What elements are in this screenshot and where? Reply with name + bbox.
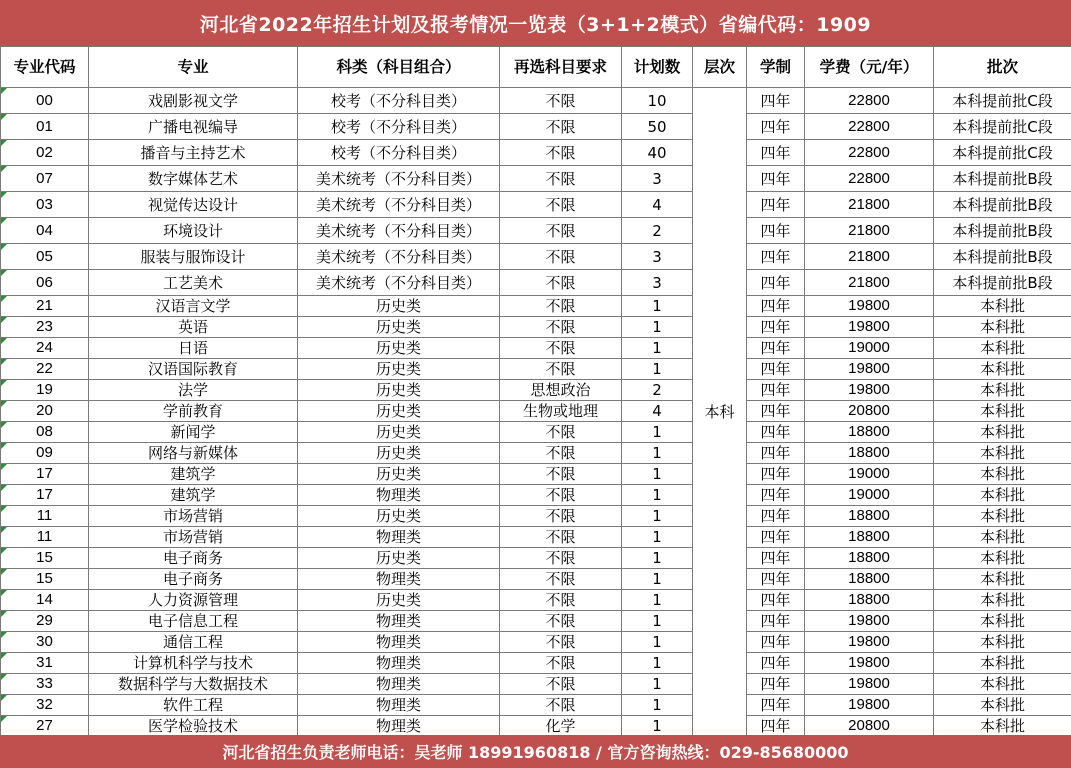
table-row bbox=[1, 695, 1071, 716]
category-cell: 物理类 bbox=[298, 527, 500, 548]
requirement-cell: 不限 bbox=[500, 506, 622, 527]
code-cell: 09 bbox=[1, 443, 89, 464]
years-cell: 四年 bbox=[747, 716, 805, 737]
plan-cell: 1 bbox=[622, 674, 693, 695]
years-cell: 四年 bbox=[747, 380, 805, 401]
requirement-cell: 不限 bbox=[500, 674, 622, 695]
fee-cell: 18800 bbox=[805, 422, 934, 443]
years-cell: 四年 bbox=[747, 140, 805, 166]
major-cell: 戏剧影视文学 bbox=[89, 88, 298, 114]
category-cell: 校考（不分科目类） bbox=[298, 140, 500, 166]
fee-cell: 20800 bbox=[805, 401, 934, 422]
plan-cell: 1 bbox=[622, 422, 693, 443]
requirement-cell: 不限 bbox=[500, 695, 622, 716]
plan-cell: 2 bbox=[622, 218, 693, 244]
category-cell: 校考（不分科目类） bbox=[298, 114, 500, 140]
years-cell: 四年 bbox=[747, 218, 805, 244]
table-row bbox=[1, 296, 1071, 317]
plan-cell: 1 bbox=[622, 443, 693, 464]
table-row bbox=[1, 716, 1071, 737]
table-row bbox=[1, 485, 1071, 506]
code-cell: 03 bbox=[1, 192, 89, 218]
major-cell: 日语 bbox=[89, 338, 298, 359]
code-cell: 24 bbox=[1, 338, 89, 359]
years-cell: 四年 bbox=[747, 401, 805, 422]
category-cell: 历史类 bbox=[298, 317, 500, 338]
years-cell: 四年 bbox=[747, 464, 805, 485]
major-cell: 数字媒体艺术 bbox=[89, 166, 298, 192]
table-row bbox=[1, 401, 1071, 422]
requirement-cell: 思想政治 bbox=[500, 380, 622, 401]
plan-cell: 1 bbox=[622, 359, 693, 380]
batch-cell: 本科批 bbox=[934, 380, 1071, 401]
category-cell: 历史类 bbox=[298, 359, 500, 380]
batch-cell: 本科批 bbox=[934, 611, 1071, 632]
plan-cell: 1 bbox=[622, 548, 693, 569]
code-cell: 11 bbox=[1, 506, 89, 527]
plan-cell: 4 bbox=[622, 192, 693, 218]
code-cell: 15 bbox=[1, 548, 89, 569]
code-cell: 30 bbox=[1, 632, 89, 653]
requirement-cell: 不限 bbox=[500, 443, 622, 464]
code-cell: 14 bbox=[1, 590, 89, 611]
requirement-cell: 不限 bbox=[500, 296, 622, 317]
requirement-cell: 不限 bbox=[500, 192, 622, 218]
batch-cell: 本科批 bbox=[934, 506, 1071, 527]
batch-cell: 本科提前批B段 bbox=[934, 192, 1071, 218]
years-cell: 四年 bbox=[747, 422, 805, 443]
years-cell: 四年 bbox=[747, 611, 805, 632]
batch-cell: 本科提前批B段 bbox=[934, 218, 1071, 244]
plan-cell: 1 bbox=[622, 590, 693, 611]
batch-cell: 本科提前批B段 bbox=[934, 166, 1071, 192]
batch-cell: 本科批 bbox=[934, 653, 1071, 674]
category-cell: 物理类 bbox=[298, 695, 500, 716]
years-cell: 四年 bbox=[747, 338, 805, 359]
fee-cell: 19800 bbox=[805, 632, 934, 653]
major-cell: 电子商务 bbox=[89, 569, 298, 590]
category-cell: 校考（不分科目类） bbox=[298, 88, 500, 114]
table-row bbox=[1, 506, 1071, 527]
years-cell: 四年 bbox=[747, 569, 805, 590]
header-requirement: 再选科目要求 bbox=[500, 47, 622, 88]
batch-cell: 本科提前批B段 bbox=[934, 270, 1071, 296]
requirement-cell: 不限 bbox=[500, 270, 622, 296]
requirement-cell: 不限 bbox=[500, 114, 622, 140]
category-cell: 历史类 bbox=[298, 338, 500, 359]
plan-cell: 40 bbox=[622, 140, 693, 166]
category-cell: 物理类 bbox=[298, 569, 500, 590]
years-cell: 四年 bbox=[747, 317, 805, 338]
batch-cell: 本科批 bbox=[934, 296, 1071, 317]
table-row bbox=[1, 270, 1071, 296]
fee-cell: 19800 bbox=[805, 296, 934, 317]
years-cell: 四年 bbox=[747, 270, 805, 296]
code-cell: 22 bbox=[1, 359, 89, 380]
contact-footer: 河北省招生负责老师电话：吴老师 18991960818 / 官方咨询热线：029-85680000 bbox=[0, 735, 1071, 768]
category-cell: 物理类 bbox=[298, 632, 500, 653]
code-cell: 04 bbox=[1, 218, 89, 244]
fee-cell: 22800 bbox=[805, 114, 934, 140]
code-cell: 27 bbox=[1, 716, 89, 737]
header-code: 专业代码 bbox=[1, 47, 89, 88]
batch-cell: 本科批 bbox=[934, 422, 1071, 443]
category-cell: 历史类 bbox=[298, 422, 500, 443]
plan-cell: 1 bbox=[622, 653, 693, 674]
category-cell: 历史类 bbox=[298, 296, 500, 317]
header-row bbox=[1, 47, 1071, 88]
table-row bbox=[1, 674, 1071, 695]
code-cell: 33 bbox=[1, 674, 89, 695]
fee-cell: 19800 bbox=[805, 653, 934, 674]
years-cell: 四年 bbox=[747, 296, 805, 317]
major-cell: 电子商务 bbox=[89, 548, 298, 569]
major-cell: 学前教育 bbox=[89, 401, 298, 422]
plan-cell: 1 bbox=[622, 296, 693, 317]
plan-cell: 1 bbox=[622, 611, 693, 632]
fee-cell: 19000 bbox=[805, 338, 934, 359]
table-row bbox=[1, 380, 1071, 401]
fee-cell: 20800 bbox=[805, 716, 934, 737]
category-cell: 历史类 bbox=[298, 380, 500, 401]
major-cell: 工艺美术 bbox=[89, 270, 298, 296]
category-cell: 物理类 bbox=[298, 674, 500, 695]
batch-cell: 本科批 bbox=[934, 317, 1071, 338]
plan-cell: 1 bbox=[622, 338, 693, 359]
code-cell: 32 bbox=[1, 695, 89, 716]
code-cell: 06 bbox=[1, 270, 89, 296]
requirement-cell: 不限 bbox=[500, 317, 622, 338]
code-cell: 02 bbox=[1, 140, 89, 166]
major-cell: 汉语国际教育 bbox=[89, 359, 298, 380]
table-row bbox=[1, 317, 1071, 338]
major-cell: 数据科学与大数据技术 bbox=[89, 674, 298, 695]
major-cell: 软件工程 bbox=[89, 695, 298, 716]
fee-cell: 19000 bbox=[805, 485, 934, 506]
category-cell: 历史类 bbox=[298, 443, 500, 464]
header-category: 科类（科目组合） bbox=[298, 47, 500, 88]
plan-cell: 1 bbox=[622, 317, 693, 338]
requirement-cell: 不限 bbox=[500, 338, 622, 359]
batch-cell: 本科批 bbox=[934, 485, 1071, 506]
requirement-cell: 不限 bbox=[500, 140, 622, 166]
years-cell: 四年 bbox=[747, 674, 805, 695]
plan-cell: 50 bbox=[622, 114, 693, 140]
batch-cell: 本科批 bbox=[934, 632, 1071, 653]
table-row bbox=[1, 590, 1071, 611]
table-row bbox=[1, 88, 1071, 114]
table-row bbox=[1, 443, 1071, 464]
fee-cell: 19800 bbox=[805, 611, 934, 632]
code-cell: 21 bbox=[1, 296, 89, 317]
major-cell: 广播电视编导 bbox=[89, 114, 298, 140]
years-cell: 四年 bbox=[747, 485, 805, 506]
level-cell: 本科 bbox=[693, 88, 747, 737]
years-cell: 四年 bbox=[747, 192, 805, 218]
major-cell: 汉语言文学 bbox=[89, 296, 298, 317]
category-cell: 美术统考（不分科目类） bbox=[298, 270, 500, 296]
code-cell: 17 bbox=[1, 464, 89, 485]
table-row bbox=[1, 611, 1071, 632]
major-cell: 电子信息工程 bbox=[89, 611, 298, 632]
category-cell: 美术统考（不分科目类） bbox=[298, 244, 500, 270]
fee-cell: 21800 bbox=[805, 192, 934, 218]
requirement-cell: 不限 bbox=[500, 569, 622, 590]
years-cell: 四年 bbox=[747, 244, 805, 270]
years-cell: 四年 bbox=[747, 590, 805, 611]
fee-cell: 22800 bbox=[805, 166, 934, 192]
years-cell: 四年 bbox=[747, 443, 805, 464]
batch-cell: 本科批 bbox=[934, 443, 1071, 464]
plan-cell: 2 bbox=[622, 380, 693, 401]
table-row bbox=[1, 166, 1071, 192]
fee-cell: 18800 bbox=[805, 443, 934, 464]
plan-cell: 1 bbox=[622, 506, 693, 527]
category-cell: 历史类 bbox=[298, 548, 500, 569]
code-cell: 11 bbox=[1, 527, 89, 548]
plan-cell: 1 bbox=[622, 527, 693, 548]
years-cell: 四年 bbox=[747, 527, 805, 548]
batch-cell: 本科批 bbox=[934, 338, 1071, 359]
page-title: 河北省2022年招生计划及报考情况一览表（3+1+2模式）省编代码：1909 bbox=[0, 0, 1071, 46]
code-cell: 07 bbox=[1, 166, 89, 192]
years-cell: 四年 bbox=[747, 114, 805, 140]
category-cell: 历史类 bbox=[298, 401, 500, 422]
batch-cell: 本科提前批B段 bbox=[934, 244, 1071, 270]
years-cell: 四年 bbox=[747, 166, 805, 192]
major-cell: 英语 bbox=[89, 317, 298, 338]
table-row bbox=[1, 192, 1071, 218]
category-cell: 美术统考（不分科目类） bbox=[298, 166, 500, 192]
requirement-cell: 不限 bbox=[500, 166, 622, 192]
plan-cell: 1 bbox=[622, 464, 693, 485]
code-cell: 23 bbox=[1, 317, 89, 338]
major-cell: 人力资源管理 bbox=[89, 590, 298, 611]
code-cell: 05 bbox=[1, 244, 89, 270]
major-cell: 建筑学 bbox=[89, 464, 298, 485]
table-row bbox=[1, 632, 1071, 653]
plan-cell: 4 bbox=[622, 401, 693, 422]
table-row bbox=[1, 548, 1071, 569]
code-cell: 17 bbox=[1, 485, 89, 506]
code-cell: 20 bbox=[1, 401, 89, 422]
category-cell: 美术统考（不分科目类） bbox=[298, 192, 500, 218]
requirement-cell: 不限 bbox=[500, 464, 622, 485]
enrollment-table bbox=[0, 46, 1071, 737]
header-major: 专业 bbox=[89, 47, 298, 88]
header-plan: 计划数 bbox=[622, 47, 693, 88]
header-level: 层次 bbox=[693, 47, 747, 88]
major-cell: 环境设计 bbox=[89, 218, 298, 244]
fee-cell: 22800 bbox=[805, 140, 934, 166]
code-cell: 08 bbox=[1, 422, 89, 443]
requirement-cell: 不限 bbox=[500, 422, 622, 443]
code-cell: 29 bbox=[1, 611, 89, 632]
batch-cell: 本科批 bbox=[934, 674, 1071, 695]
plan-cell: 1 bbox=[622, 632, 693, 653]
years-cell: 四年 bbox=[747, 506, 805, 527]
requirement-cell: 不限 bbox=[500, 548, 622, 569]
code-cell: 19 bbox=[1, 380, 89, 401]
major-cell: 计算机科学与技术 bbox=[89, 653, 298, 674]
batch-cell: 本科批 bbox=[934, 590, 1071, 611]
plan-cell: 1 bbox=[622, 716, 693, 737]
fee-cell: 19800 bbox=[805, 695, 934, 716]
plan-cell: 1 bbox=[622, 569, 693, 590]
plan-cell: 3 bbox=[622, 244, 693, 270]
header-batch: 批次 bbox=[934, 47, 1071, 88]
table-row bbox=[1, 114, 1071, 140]
table-row bbox=[1, 338, 1071, 359]
requirement-cell: 不限 bbox=[500, 359, 622, 380]
fee-cell: 19800 bbox=[805, 674, 934, 695]
fee-cell: 22800 bbox=[805, 88, 934, 114]
batch-cell: 本科批 bbox=[934, 569, 1071, 590]
plan-cell: 3 bbox=[622, 166, 693, 192]
major-cell: 市场营销 bbox=[89, 527, 298, 548]
fee-cell: 21800 bbox=[805, 244, 934, 270]
code-cell: 31 bbox=[1, 653, 89, 674]
fee-cell: 19800 bbox=[805, 359, 934, 380]
years-cell: 四年 bbox=[747, 632, 805, 653]
plan-cell: 3 bbox=[622, 270, 693, 296]
table-row bbox=[1, 422, 1071, 443]
header-years: 学制 bbox=[747, 47, 805, 88]
table-row bbox=[1, 527, 1071, 548]
plan-cell: 1 bbox=[622, 485, 693, 506]
fee-cell: 19000 bbox=[805, 464, 934, 485]
requirement-cell: 不限 bbox=[500, 632, 622, 653]
years-cell: 四年 bbox=[747, 88, 805, 114]
years-cell: 四年 bbox=[747, 695, 805, 716]
major-cell: 法学 bbox=[89, 380, 298, 401]
table-row bbox=[1, 569, 1071, 590]
requirement-cell: 不限 bbox=[500, 218, 622, 244]
fee-cell: 18800 bbox=[805, 590, 934, 611]
years-cell: 四年 bbox=[747, 653, 805, 674]
category-cell: 物理类 bbox=[298, 611, 500, 632]
fee-cell: 18800 bbox=[805, 548, 934, 569]
fee-cell: 18800 bbox=[805, 569, 934, 590]
category-cell: 历史类 bbox=[298, 506, 500, 527]
table-row bbox=[1, 653, 1071, 674]
major-cell: 网络与新媒体 bbox=[89, 443, 298, 464]
major-cell: 视觉传达设计 bbox=[89, 192, 298, 218]
category-cell: 物理类 bbox=[298, 716, 500, 737]
years-cell: 四年 bbox=[747, 548, 805, 569]
major-cell: 医学检验技术 bbox=[89, 716, 298, 737]
batch-cell: 本科提前批C段 bbox=[934, 88, 1071, 114]
batch-cell: 本科批 bbox=[934, 401, 1071, 422]
table-row bbox=[1, 359, 1071, 380]
fee-cell: 18800 bbox=[805, 506, 934, 527]
batch-cell: 本科批 bbox=[934, 695, 1071, 716]
fee-cell: 21800 bbox=[805, 270, 934, 296]
table-row bbox=[1, 140, 1071, 166]
fee-cell: 18800 bbox=[805, 527, 934, 548]
code-cell: 15 bbox=[1, 569, 89, 590]
batch-cell: 本科批 bbox=[934, 548, 1071, 569]
plan-cell: 10 bbox=[622, 88, 693, 114]
table-row bbox=[1, 464, 1071, 485]
requirement-cell: 不限 bbox=[500, 653, 622, 674]
requirement-cell: 不限 bbox=[500, 527, 622, 548]
batch-cell: 本科批 bbox=[934, 527, 1071, 548]
category-cell: 历史类 bbox=[298, 590, 500, 611]
major-cell: 服装与服饰设计 bbox=[89, 244, 298, 270]
category-cell: 物理类 bbox=[298, 485, 500, 506]
header-fee: 学费（元/年） bbox=[805, 47, 934, 88]
category-cell: 美术统考（不分科目类） bbox=[298, 218, 500, 244]
major-cell: 市场营销 bbox=[89, 506, 298, 527]
requirement-cell: 不限 bbox=[500, 88, 622, 114]
years-cell: 四年 bbox=[747, 359, 805, 380]
table-row bbox=[1, 244, 1071, 270]
batch-cell: 本科提前批C段 bbox=[934, 140, 1071, 166]
fee-cell: 21800 bbox=[805, 218, 934, 244]
batch-cell: 本科批 bbox=[934, 464, 1071, 485]
major-cell: 新闻学 bbox=[89, 422, 298, 443]
requirement-cell: 生物或地理 bbox=[500, 401, 622, 422]
batch-cell: 本科批 bbox=[934, 716, 1071, 737]
category-cell: 物理类 bbox=[298, 653, 500, 674]
requirement-cell: 不限 bbox=[500, 590, 622, 611]
plan-cell: 1 bbox=[622, 695, 693, 716]
batch-cell: 本科批 bbox=[934, 359, 1071, 380]
major-cell: 播音与主持艺术 bbox=[89, 140, 298, 166]
batch-cell: 本科提前批C段 bbox=[934, 114, 1071, 140]
requirement-cell: 不限 bbox=[500, 485, 622, 506]
fee-cell: 19800 bbox=[805, 380, 934, 401]
major-cell: 通信工程 bbox=[89, 632, 298, 653]
requirement-cell: 不限 bbox=[500, 611, 622, 632]
table-body bbox=[1, 88, 1071, 737]
category-cell: 历史类 bbox=[298, 464, 500, 485]
table-row bbox=[1, 218, 1071, 244]
code-cell: 00 bbox=[1, 88, 89, 114]
fee-cell: 19800 bbox=[805, 317, 934, 338]
major-cell: 建筑学 bbox=[89, 485, 298, 506]
requirement-cell: 不限 bbox=[500, 244, 622, 270]
code-cell: 01 bbox=[1, 114, 89, 140]
requirement-cell: 化学 bbox=[500, 716, 622, 737]
